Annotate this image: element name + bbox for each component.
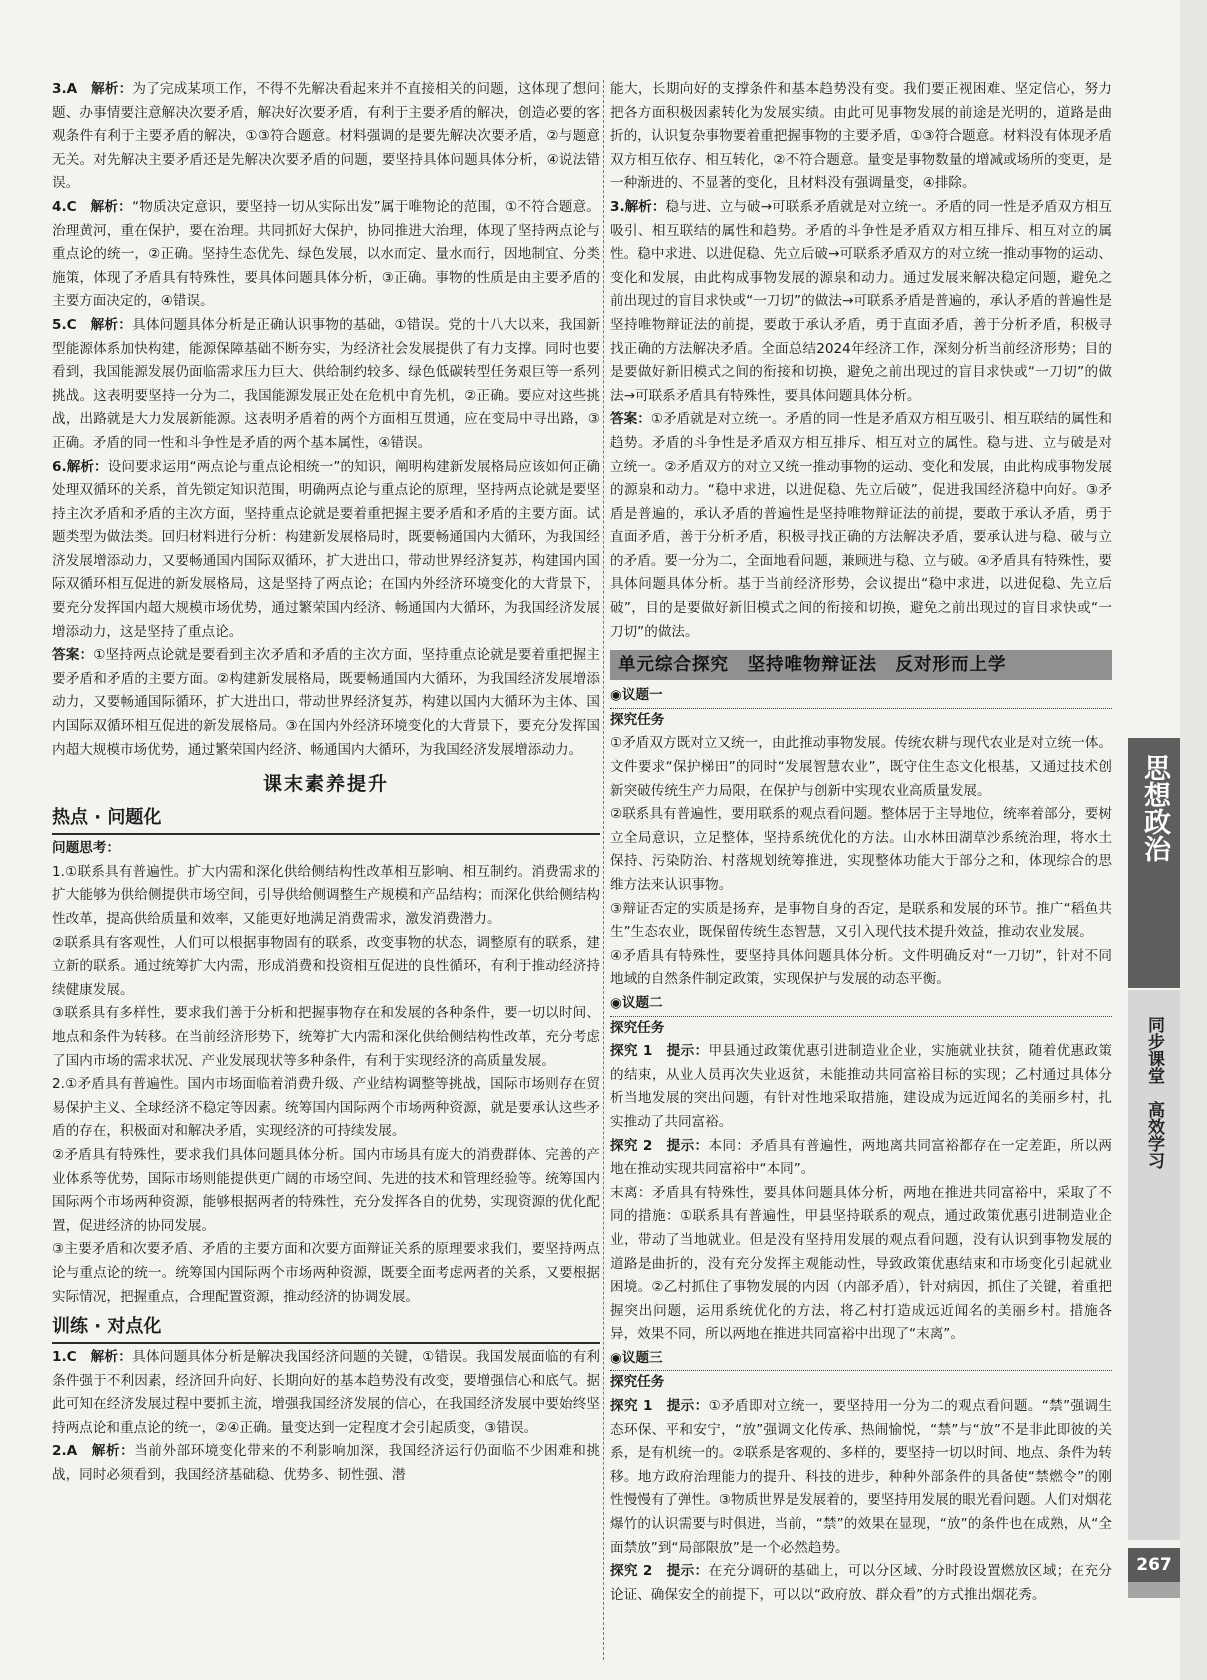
hot-heading: 热点 · 问题化: [52, 804, 600, 835]
series-side-tab: [1128, 990, 1180, 1540]
topic-1-item: ④矛盾具有特殊性，要坚持具体问题具体分析。文件明确反对“一刀切”，针对不同地域的自然条件制定政策，实现保护与发展的动态平衡。: [610, 947, 1112, 988]
train-item: 1.C 解析：具体问题具体分析是解决我国经济问题的关键，①错误。我国发展面临的有利条件强于不利因素，经济回升向好、长期向好的基本趋势没有改变，要增强信心和底气。据此可知在经济发展过程中要抓主流，增强我国经济发展的信心，在我国经济发展中要始终坚持两点论和重点论的统一，②④正确。量变达到一定程度才会引起质变，③错误。: [52, 1349, 600, 1436]
topic-1-item: ③辩证否定的实质是扬弃，是事物自身的否定，是联系和发展的环节。推广“稻鱼共生”生态农业，既保留传统生态智慧，又引入现代技术提升效益，推动农业发展。: [610, 900, 1112, 941]
think-item: ②矛盾具有特殊性，要求我们具体问题具体分析。国内市场具有庞大的消费群体、完善的产业体系等优势，国际市场则能提供更广阔的市场空间、先进的技术和管理经验等。统筹国内国际两个市场两种资源，能够根据两者的特殊性，充分发挥各自的优势，实现资源的优化配置，促进经济的协同发展。: [52, 1146, 600, 1234]
answer-3-analysis: 3.解析：稳与进、立与破→可联系矛盾就是对立统一。矛盾的同一性是矛盾双方相互吸引、相互联结的属性和趋势。矛盾的斗争性是矛盾双方相互排斥、相互对立的属性。稳中求进、以进促稳、先立后破→可联系矛盾双方的对立统一推动事物的运动、变化和发展，由此构成事物发展的源泉和动力。通过发展来解决稳定问题，避免之前出现过的盲目求快或“一刀切”的做法→可联系矛盾是普遍的，承认矛盾的普遍性是坚持唯物辩证法的前提，要敢于承认矛盾，勇于直面矛盾，善于分析矛盾，积极寻找正确的方法解决矛盾。全面总结2024年经济工作，深刻分析当前经济形势；目的是要做好新旧模式之间的衔接和切换，避免之前出现过的盲目求快或“一刀切”的做法→可联系矛盾具有特殊性，要具体问题具体分析。: [610, 198, 1113, 404]
unit-banner: 单元综合探究 坚持唯物辩证法 反对形而上学: [610, 650, 1112, 680]
train-item: 2.A 解析：当前外部环境变化带来的不利影响加深，我国经济运行仍面临不少困难和挑战，同时必须看到，我国经济基础稳、优势多、韧性强、潜: [52, 1443, 600, 1484]
answer-6-key: 答案：①坚持两点论就是要看到主次矛盾和矛盾的主次方面，坚持重点论就是要着重把握主要矛盾和矛盾的主要方面。②构建新发展格局，既要畅通国内大循环，为我国经济发展增添动力，又要畅通国际循环，扩大进出口，带动世界经济复苏，构建以国内大循环为主体、国内国际双循环相互促进的新发展格局。③在国内外经济环境变化的大背景下，要充分发挥国内超大规模市场优势，通过繁荣国内经济、畅通国内大循环，为我国经济发展增添动力。: [52, 647, 600, 758]
topic-2-item: 探究 2 提示：本同：矛盾具有普遍性，两地离共同富裕都存在一定差距，所以两地在推动实现共同富裕中“本同”。: [610, 1137, 1112, 1178]
think-item: 1.①联系具有普遍性。扩大内需和深化供给侧结构性改革相互影响、相互制约。消费需求的扩大能够为供给侧提供市场空间，引导供给侧调整生产规模和产品结构；而深化供给侧结构性改革，提高供给质量和效率，又能更好地满足消费需求，激发消费潜力。: [52, 863, 600, 927]
topic-3-heading: ◉议题三: [610, 1347, 1112, 1372]
column-divider: [603, 80, 604, 1660]
task-label: 探究任务: [610, 1019, 665, 1036]
topic-3-item: 探究 2 提示：在充分调研的基础上，可以分区域、分时段设置燃放区域；在充分论证、确保安全的前提下，可以以“政府放、群众看”的方式推出烟花秀。: [610, 1563, 1112, 1603]
page-number: 267: [1128, 1548, 1180, 1582]
answer-6: 6.解析：设问要求运用“两点论与重点论相统一”的知识，阐明构建新发展格局应该如何正确处理双循环的关系，首先锁定知识范围，明确两点论与重点论的原理，坚持两点论就是要坚持主次矛盾和矛盾的主次方面，坚持重点论就是要着重把握主要矛盾和矛盾的主要方面。试题类型为做法类。回归材料进行分析：构建新发展格局时，既要畅通国内大循环，为我国经济发展增添动力，又要畅通国内国际双循环，扩大进出口，带动世界经济复苏，构建国内国际双循环相互促进的新发展格局，这是坚持了两点论；在国内外经济环境变化的大背景下，要充分发挥国内超大规模市场优势，通过繁荣国内经济、畅通国内大循环，为我国经济发展增添动力，这是坚持了重点论。: [52, 458, 600, 640]
topic-1-heading: ◉议题一: [610, 684, 1112, 709]
think-item: 2.①矛盾具有普遍性。国内市场面临着消费升级、产业结构调整等挑战，国际市场则存在贸易保护主义、全球经济不稳定等因素。统筹国内国际两个市场两种资源，就是要承认这些矛盾的存在，积极面对和解决矛盾，实现经济的可持续发展。: [52, 1076, 600, 1140]
think-item: ③主要矛盾和次要矛盾、矛盾的主要方面和次要方面辩证关系的原理要求我们，要坚持两点论与重点论的统一。统筹国内国际两个市场两种资源，既要全面考虑两者的关系，又要根据实际情况，把握重点，合理配置资源，推动经济的协调发展。: [52, 1241, 600, 1305]
answer-4: 4.C 解析：“物质决定意识，要坚持一切从实际出发”属于唯物论的范围，①不符合题意。治理黄河，重在保护，要在治理。共同抓好大保护，协同推进大治理，体现了坚持两点论与重点论的统一，②正确。坚持生态优先、绿色发展，以水而定、量水而行，因地制宜、分类施策，体现了矛盾具有特殊性，要具体问题具体分析，③正确。事物的性质是由主要矛盾的主要方面决定的，④错误。: [52, 198, 600, 310]
topic-1-item: ①矛盾双方既对立又统一，由此推动事物发展。传统农耕与现代农业是对立统一体。文件要求“保护梯田”的同时“发展智慧农业”，既守住生态文化根基，又通过技术创新突破传统生产力局限，在保护与创新中实现农业高质量发展。: [610, 735, 1112, 799]
course-title: 课末素养提升: [262, 773, 389, 796]
topic-1-item: ②联系具有普遍性，要用联系的观点看问题。整体居于主导地位，统率着部分，要树立全局意识，立足整体，坚持系统优化的方法。山水林田湖草沙系统治理，将水土保持、污染防治、村落规划统筹推进，实现整体功能大于部分之和，体现综合的思维方法来认识事物。: [610, 806, 1112, 893]
topic-3-item: 探究 1 提示：①矛盾即对立统一，要坚持用一分为二的观点看问题。“禁”强调生态环保、平和安宁，“放”强调文化传承、热闹愉悦，“禁”与“放”不是非此即彼的关系，是有机统一的。②联系是客观的、多样的，要坚持一切以时间、地点、条件为转移。地方政府治理能力的提升、科技的进步，种种外部条件的具备使“禁燃令”的刚性慢慢有了弹性。③物质世界是发展着的，要坚持用发展的眼光看问题。人们对烟花爆竹的认识需要与时俱进，当前，“禁”的效果在显现，“放”的条件也在成熟，从“全面禁放”到“局部限放”是一个必然趋势。: [610, 1398, 1112, 1556]
left-column: [52, 78, 600, 1488]
think-label: 问题思考：: [52, 840, 120, 857]
answer-3-key: 答案：①矛盾就是对立统一。矛盾的同一性是矛盾双方相互吸引、相互联结的属性和趋势。矛盾的斗争性是矛盾双方相互排斥、相互对立的属性。稳与进、立与破是对立统一。②矛盾双方的对立又统一推动事物的运动、变化和发展，由此构成事物发展的源泉和动力。“稳中求进，以进促稳、先立后破”，促进我国经济稳中向好。③矛盾是普遍的，承认矛盾的普遍性是坚持唯物辩证法的前提，要敢于承认矛盾，勇于直面矛盾，善于分析矛盾，积极寻找正确的方法解决矛盾，要承认进与稳、破与立的矛盾。要一分为二，全面地看问题，兼顾进与稳、立与破。④矛盾具有特殊性，要具体问题具体分析。基于当前经济形势，会议提出“稳中求进，以进促稳、先立后破”，目的是要做好新旧模式之间的衔接和切换，避免之前出现过的盲目求快或“一刀切”的做法。: [610, 411, 1113, 640]
subject-side-tab: [1128, 738, 1180, 988]
page-edge-strip: [1180, 0, 1207, 1680]
right-column: [610, 78, 1112, 1607]
think-item: ②联系具有客观性，人们可以根据事物固有的联系，改变事物的状态，调整原有的联系，建立新的联系。通过统筹扩大内需，形成消费和投资相互促进的良性循环，有利于推动经济持续健康发展。: [52, 934, 600, 998]
think-item: ③联系具有多样性，要求我们善于分析和把握事物存在和发展的各种条件，要一切以时间、地点和条件为转移。在当前经济形势下，统筹扩大内需和深化供给侧结构性改革，充分考虑了国内市场的需求状况、产业发展现状等多种条件，有利于实现经济的高质量发展。: [52, 1005, 600, 1069]
task-label: 探究任务: [610, 1374, 665, 1391]
answer-3: 3.A 解析：为了完成某项工作，不得不先解决看起来并不直接相关的问题，这体现了想问题、办事情要注意解决次要矛盾，解决好次要矛盾，有利于主要矛盾的解决，创造必要的客观条件有利于主要矛盾的解决，①③符合题意。材料强调的是要先解决次要矛盾，②与题意无关。对先解决主要矛盾还是先解决次要矛盾的问题，要坚持具体问题具体分析，④说法错误。: [52, 81, 600, 192]
task-label: 探究任务: [610, 711, 665, 728]
answer-2-cont: 能大，长期向好的支撑条件和基本趋势没有变。我们要正视困难、坚定信心，努力把各方面积极因素转化为发展实绩。由此可见事物发展的前途是光明的，道路是曲折的，认识复杂事物要着重把握事物的主要矛盾，①③符合题意。材料没有体现矛盾双方相互依存、相互转化，②不符合题意。量变是事物数量的增减或场所的变更，是一种渐进的、不显著的变化，且材料没有强调量变，④排除。: [610, 81, 1112, 192]
answer-5: 5.C 解析：具体问题具体分析是正确认识事物的基础，①错误。党的十八大以来，我国新型能源体系加快构建，能源保障基础不断夯实，为经济社会发展提供了有力支撑。同时也要看到，我国能源发展仍面临需求压力巨大、供给制约较多、绿色低碳转型任务艰巨等一系列挑战。这表明要坚持一分为二，我国能源发展正处在危机中育先机，②正确。要应对这些挑战，出路就是大力发展新能源。这表明矛盾着的两个方面相互贯通，应在变局中寻出路，③正确。矛盾的同一性和斗争性是矛盾的两个基本属性，④错误。: [52, 316, 600, 451]
series-label: 同步课堂 高效学习: [1144, 1016, 1164, 1169]
topic-2-heading: ◉议题二: [610, 992, 1112, 1017]
train-heading: 训练 · 对点化: [52, 1313, 600, 1344]
topic-2-item: 末离：矛盾具有特殊性，要具体问题具体分析，两地在推进共同富裕中，采取了不同的措施：①联系具有普遍性，甲县坚持联系的观点，通过政策优惠引进制造业企业，带动了当地就业。但是没有坚持用发展的观点看问题，没有认识到事物发展的道路是曲折的，没有充分发挥主观能动性，导致政策优惠结束和市场变化引起就业困境。②乙村抓住了事物发展的内因（内部矛盾），针对病因，抓住了关键，着重把握突出问题，运用系统优化的方法，将乙村打造成远近闻名的美丽乡村。措施各异，效果不同，所以两地在推进共同富裕中出现了“末离”。: [610, 1184, 1112, 1343]
topic-2-item: 探究 1 提示：甲县通过政策优惠引进制造业企业，实施就业扶贫，随着优惠政策的结束，从业人员再次失业返贫，未能推动共同富裕目标的实现；乙村通过具体分析当地发展的突出问题，有针对性地采取措施，建设成为远近闻名的美丽乡村，扎实推动了共同富裕。: [610, 1043, 1112, 1130]
page-number-underbar: [1128, 1582, 1180, 1598]
subject-label: 思想政治: [1139, 754, 1170, 862]
